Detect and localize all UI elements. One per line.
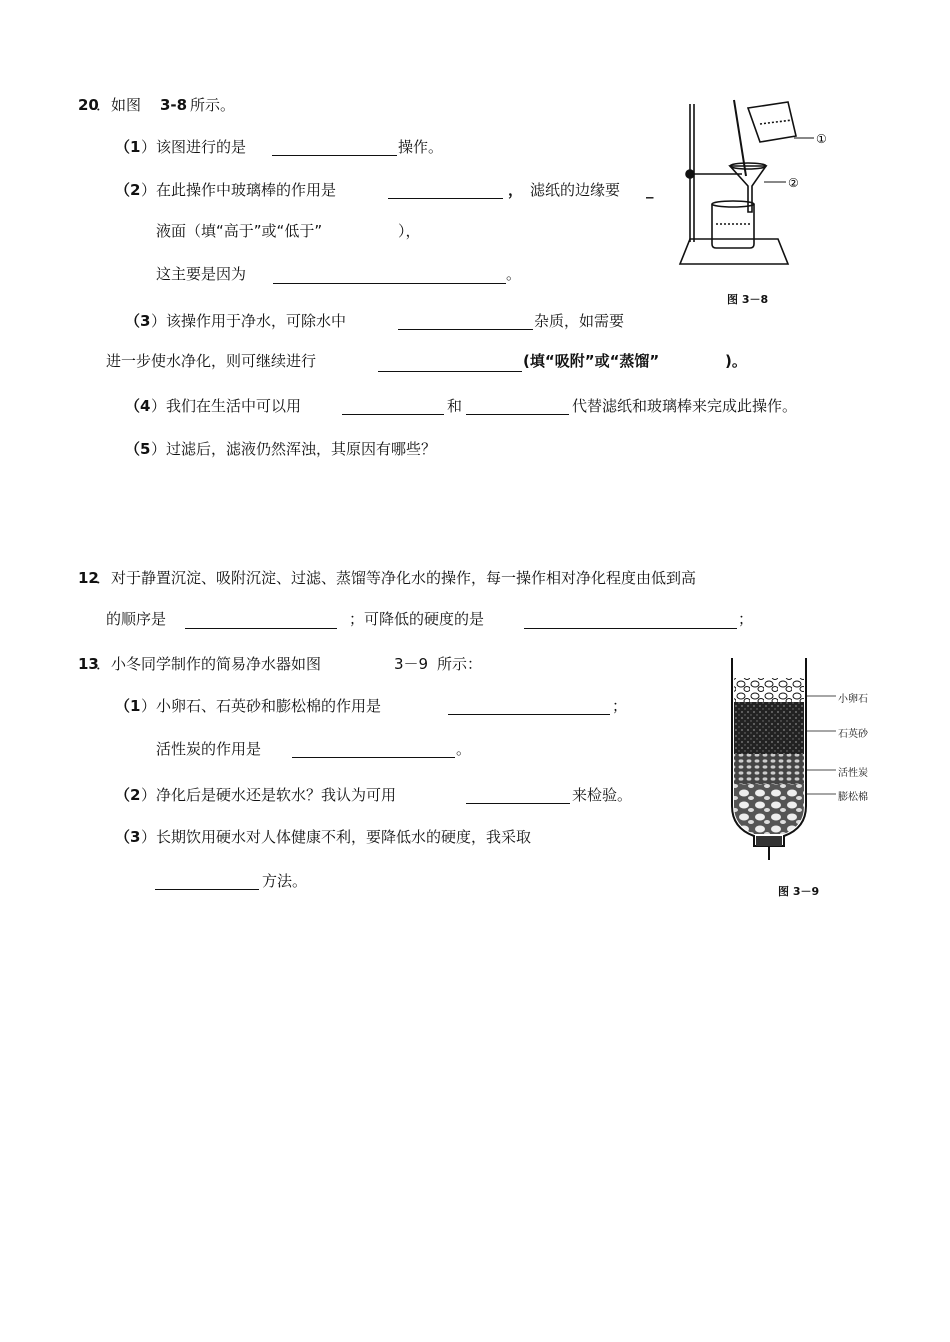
q20-part2-line2-end: ）， [398, 222, 421, 240]
fig39-label-sand: 石英砂 [838, 729, 868, 740]
q13-part1-number: （1 [115, 697, 141, 715]
q20-part3-line2: 进一步使水净化，则可继续进行 [106, 352, 317, 370]
q13-number: 13 [78, 655, 99, 673]
q20-part1-blank[interactable] [272, 155, 397, 156]
q20-part2-text: ）在此操作中玻璃棒的作用是 [141, 181, 337, 199]
q13-part3-number: （3 [115, 828, 141, 846]
q13-part1-text: ）小卵石、石英砂和膨松棉的作用是 [141, 697, 382, 715]
q20-part2-blank-edge[interactable]: _ [646, 181, 654, 199]
q20-intro: ．如图 [96, 96, 142, 114]
q20-part2-line3: 这主要是因为 [156, 265, 247, 283]
layer-sand [734, 702, 804, 754]
q20-part2-comma: ， [508, 181, 524, 199]
layer-pebbles [734, 678, 804, 702]
q13-part2-number: （2 [115, 786, 141, 804]
q20-part2-blank-reason[interactable] [273, 283, 506, 284]
q12-blank-hardness[interactable] [524, 628, 737, 629]
q13-part1-blank-carbon[interactable] [292, 757, 455, 758]
q13-part2-text: ）净化后是硬水还是软水？我认为可用 [141, 786, 397, 804]
q12-number: 12 [78, 569, 99, 587]
q20-part3-tail: 杂质，如需要 [534, 312, 625, 330]
layer-cotton [734, 784, 804, 834]
q20-part5-number: （5 [125, 440, 151, 458]
funnel [730, 166, 766, 212]
q12-blank-order[interactable] [185, 628, 337, 629]
fig39-label-cotton: 膨松棉 [838, 792, 868, 803]
q20-part3-text: ）该操作用于净水，可除水中 [151, 312, 347, 330]
q13-part3-line2: 方法。 [262, 872, 308, 890]
fig38-caption: 图 3－8 [727, 293, 769, 306]
q20-part5-text: ）过滤后，滤液仍然浑浊，其原因有哪些？ [151, 440, 437, 458]
q12-line2-mid: ；可降低的硬度的是 [349, 610, 485, 628]
q20-part1-text: ）该图进行的是 [141, 138, 247, 156]
q13-part3-text: ）长期饮用硬水对人体健康不利，要降低水的硬度，我采取 [141, 828, 532, 846]
q20-part4-blank-2[interactable] [466, 414, 569, 415]
q13-part3-blank[interactable] [155, 889, 259, 890]
q20-figure-ref: 3-8 [160, 96, 188, 114]
fig39-caption: 图 3－9 [778, 885, 820, 898]
q20-part2-blank-role[interactable] [388, 198, 503, 199]
q13-part1-line2-end: 。 [456, 740, 472, 758]
q20-part3-blank-next[interactable] [378, 371, 522, 372]
q13-part1-blank-materials[interactable] [448, 714, 610, 715]
q20-part2-tail: 滤纸的边缘要 [530, 181, 621, 199]
q20-part4-text: ）我们在生活中可以用 [151, 397, 302, 415]
q20-part1-tail: 操作。 [398, 138, 444, 156]
fig39-label-carbon: 活性炭 [838, 768, 868, 779]
q13-part1-line2: 活性炭的作用是 [156, 740, 262, 758]
q20-part2-line2: 液面（填“高于”或“低于” [156, 222, 323, 240]
fig39-label-pebbles: 小卵石 [838, 694, 868, 705]
q20-part4-tail: 代替滤纸和玻璃棒来完成此操作。 [572, 397, 798, 415]
q13-text-tail: 所示： [437, 655, 483, 673]
q13-figure-ref: 3－9 [394, 655, 429, 673]
q20-part3-blank-impurity[interactable] [398, 329, 533, 330]
q13-part1-end: ； [612, 697, 628, 715]
q13-part2-blank[interactable] [466, 803, 570, 804]
q12-line2: 的顺序是 [106, 610, 167, 628]
q20-part2-number: （2 [115, 181, 141, 199]
figure-3-8-filtration [668, 94, 838, 309]
stand-base [680, 239, 788, 264]
fig38-label-1: ① [816, 132, 827, 146]
q20-part3-line2-tail: (填“吸附”或“蒸馏” [523, 352, 660, 370]
q20-intro-tail: 所示。 [190, 96, 236, 114]
q20-part3-number: （3 [125, 312, 151, 330]
q20-number: 20 [78, 96, 99, 114]
q13-text: ．小冬同学制作的简易净水器如图 [96, 655, 322, 673]
q20-part1-number: （1 [115, 138, 141, 156]
q20-part4-number: （4 [125, 397, 151, 415]
q20-part2-line3-end: 。 [506, 265, 522, 283]
q20-part3-line2-end: )。 [725, 352, 747, 370]
q12-text: ．对于静置沉淀、吸附沉淀、过滤、蒸馏等净化水的操作，每一操作相对净化程度由低到高 [96, 569, 697, 587]
q12-line2-end: ； [738, 610, 754, 628]
fig38-label-2: ② [788, 176, 799, 190]
q13-part2-tail: 来检验。 [572, 786, 633, 804]
layer-carbon [734, 754, 804, 784]
q20-part4-blank-1[interactable] [342, 414, 444, 415]
q20-part4-mid: 和 [447, 397, 463, 415]
